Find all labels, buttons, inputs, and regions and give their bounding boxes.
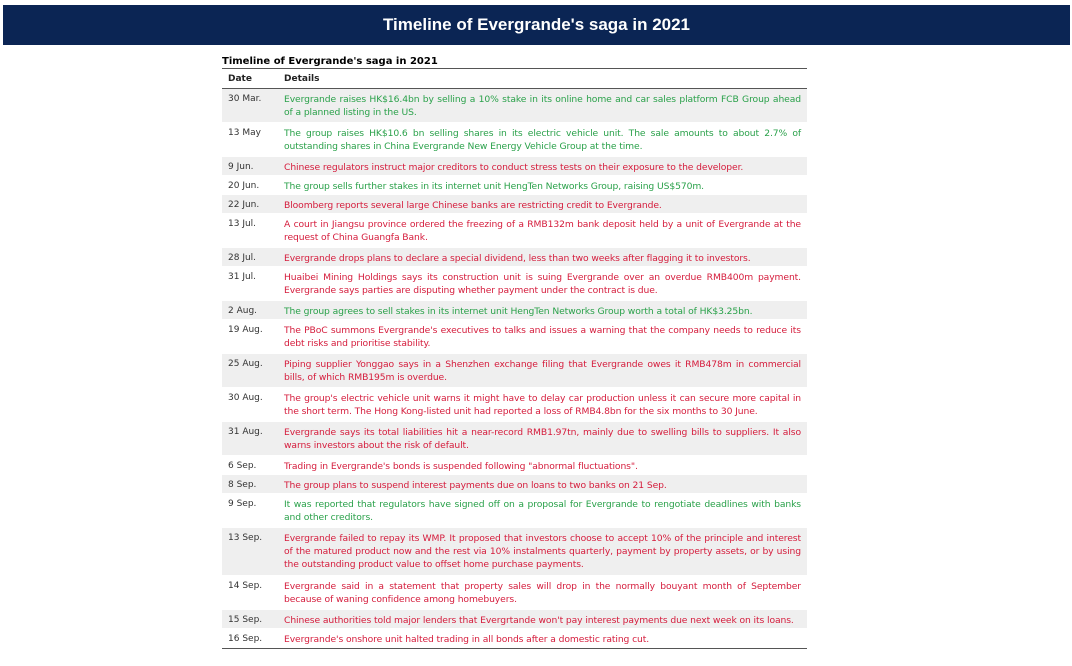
row-date: 25 Aug.	[228, 359, 263, 369]
row-details: Chinese regulators instruct major creditors to conduct stress tests on their exposure to the developer.	[284, 162, 744, 173]
row-details: Evergrande's onshore unit halted trading in all bonds after a domestic rating cut.	[284, 634, 650, 645]
details-column-header: Details	[284, 73, 320, 84]
table-title: Timeline of Evergrande's saga in 2021	[222, 56, 438, 67]
table-row	[222, 456, 807, 475]
row-date: 8 Sep.	[228, 480, 257, 490]
table-row	[222, 176, 807, 195]
row-date: 13 May	[228, 128, 261, 138]
row-details: A court in Jiangsu province ordered the freezing of a RMB132m bank deposit held by a unit of Evergrande at the request of China Guangfa Bank.	[284, 219, 801, 243]
table-row	[222, 576, 807, 610]
row-date: 15 Sep.	[228, 615, 263, 625]
table-row	[222, 267, 807, 301]
table-row	[222, 214, 807, 248]
row-details: It was reported that regulators have signed off on a proposal for Evergrande to rengotiate deadlines with banks and other creditors.	[284, 499, 801, 523]
row-date: 16 Sep.	[228, 634, 263, 644]
row-date: 6 Sep.	[228, 461, 257, 471]
table-row	[222, 123, 807, 157]
row-details: Trading in Evergrande's bonds is suspended following "abnormal fluctuations".	[284, 461, 638, 472]
row-date: 14 Sep.	[228, 581, 263, 591]
row-details: The group sells further stakes in its internet unit HengTen Networks Group, raising US$570m.	[284, 181, 704, 192]
bottom-rule	[222, 648, 807, 649]
date-column-header: Date	[228, 73, 252, 84]
table-row	[222, 301, 807, 320]
row-date: 30 Aug.	[228, 393, 263, 403]
row-details: Evergrande drops plans to declare a special dividend, less than two weeks after flagging it to investors.	[284, 253, 751, 264]
row-details: The PBoC summons Evergrande's executives to talks and issues a warning that the company needs to reduce its debt risks and prioritise stability.	[284, 325, 801, 349]
table-header-row	[222, 69, 807, 89]
table-row	[222, 354, 807, 388]
row-date: 28 Jul.	[228, 253, 257, 263]
table-row	[222, 475, 807, 494]
table-row	[222, 195, 807, 214]
row-details: Evergrande failed to repay its WMP. It proposed that investors choose to accept 10% of the principle and interest of the matured product now and the rest via 10% instalments quarterly, payment by property assets, or by using the outstanding product value to offset home purchase payments.	[284, 533, 801, 570]
row-details: Evergrande raises HK$16.4bn by selling a 10% stake in its online home and car sales platform FCB Group ahead of a planned listing in the US.	[284, 94, 801, 118]
row-details: Chinese authorities told major lenders that Evergrtande won't pay interest payments due next week on its loans.	[284, 615, 794, 626]
table-row	[222, 248, 807, 267]
table-row	[222, 320, 807, 354]
row-date: 30 Mar.	[228, 94, 262, 104]
row-details: The group's electric vehicle unit warns it might have to delay car production unless it can secure more capital in the short term. The Hong Kong-listed unit had reported a loss of RMB4.8bn for the six months to 30 June.	[284, 393, 801, 417]
row-date: 31 Aug.	[228, 427, 263, 437]
row-details: Evergrande says its total liabilities hit a near-record RMB1.97tn, mainly due to swelling bills to suppliers. It also warns investors about the risk of default.	[284, 427, 801, 451]
row-details: The group agrees to sell stakes in its internet unit HengTen Networks Group worth a total of HK$3.25bn.	[284, 306, 753, 317]
table-row	[222, 89, 807, 123]
row-date: 9 Jun.	[228, 162, 254, 172]
table-row	[222, 422, 807, 456]
table-row	[222, 157, 807, 176]
header-banner	[3, 5, 1070, 45]
row-date: 2 Aug.	[228, 306, 258, 316]
row-details: Evergrande said in a statement that property sales will drop in the normally bouyant month of September because of waning confidence among homebuyers.	[284, 581, 801, 605]
row-details: Bloomberg reports several large Chinese banks are restricting credit to Evergrande.	[284, 200, 662, 211]
row-date: 13 Sep.	[228, 533, 263, 543]
row-date: 13 Jul.	[228, 219, 257, 229]
table-row	[222, 629, 807, 648]
row-details: The group plans to suspend interest payments due on loans to two banks on 21 Sep.	[284, 480, 667, 491]
row-details: Huaibei Mining Holdings says its construction unit is suing Evergrande over an overdue RMB400m payment. Evergrande says parties are disputing whether payment under the contract is due.	[284, 272, 801, 296]
row-date: 9 Sep.	[228, 499, 257, 509]
timeline-document	[222, 55, 807, 649]
table-row	[222, 610, 807, 629]
row-date: 19 Aug.	[228, 325, 263, 335]
row-date: 31 Jul.	[228, 272, 257, 282]
table-row	[222, 388, 807, 422]
banner-title: Timeline of Evergrande's saga in 2021	[382, 15, 691, 34]
row-date: 22 Jun.	[228, 200, 260, 210]
timeline-rows	[222, 89, 807, 648]
row-date: 20 Jun.	[228, 181, 260, 191]
table-row	[222, 494, 807, 528]
table-row	[222, 528, 807, 576]
row-details: Piping supplier Yonggao says in a Shenzhen exchange filing that Evergrande owes it RMB478m in commercial bills, of which RMB195m is overdue.	[284, 359, 801, 383]
row-details: The group raises HK$10.6 bn selling shares in its electric vehicle unit. The sale amounts to about 2.7% of outstanding shares in China Evergrande New Energy Vehicle Group at the time.	[284, 128, 801, 152]
